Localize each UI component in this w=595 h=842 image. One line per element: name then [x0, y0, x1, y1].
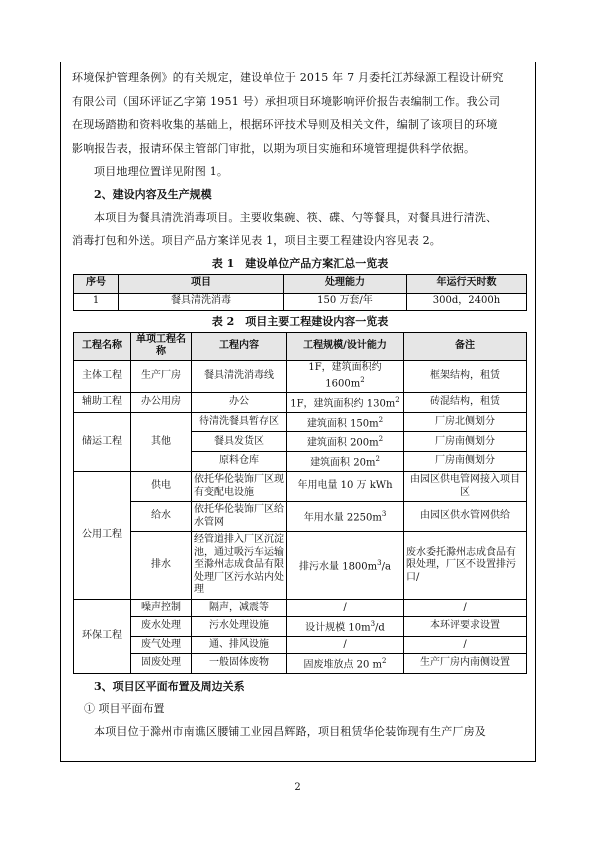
scale-cell: [287, 532, 404, 600]
note-cell: 由园区供水管网供给: [404, 502, 527, 532]
table-row: [74, 293, 527, 310]
section3-line-1: 本项目位于滁州市南谯区腰铺工业园昌辉路，项目租赁华伦装饰现有生产厂房及: [94, 724, 486, 738]
note-cell: 废水委托滁州志成食品有限处理，厂区不设置排污口/: [404, 532, 527, 600]
scale-cell: [287, 452, 404, 472]
scale-text: /: [343, 638, 347, 650]
scale-sup: 3: [370, 620, 376, 629]
table1: [73, 274, 527, 311]
scale-text: 建筑面积 200m: [306, 437, 379, 449]
table1-header-row: [74, 274, 527, 293]
scale-text: 固废堆放点 20 m: [303, 659, 383, 671]
note-cell: 由园区供电管网接入项目区: [404, 472, 527, 502]
scale-sup: 2: [378, 415, 384, 424]
scale-text: 1F，建筑面积约 130m: [290, 398, 396, 410]
unit-cell: 生产厂房: [131, 360, 192, 392]
category-cell: 储运工程: [74, 412, 131, 471]
table-row: [74, 412, 527, 432]
table2-header-cell: 工程名称: [74, 332, 131, 360]
content-cell: 餐具清洗消毒线: [192, 360, 287, 392]
table2-header-row: [74, 332, 527, 360]
table-row: [74, 617, 527, 637]
content-cell: 办公: [192, 392, 287, 412]
note-cell: 厂房南侧划分: [404, 452, 527, 472]
table-row: [74, 360, 527, 392]
unit-cell: 排水: [131, 532, 192, 600]
unit-cell: 给水: [131, 502, 192, 532]
table-row: [74, 653, 527, 673]
note-cell: 砖混结构，租赁: [404, 392, 527, 412]
section3-title: 3、项目区平面布置及周边关系: [94, 679, 245, 693]
note-cell: /: [404, 636, 527, 653]
scale-text: 设计规模 10m: [305, 622, 371, 634]
scale-cell: [287, 432, 404, 452]
scale-text: 建筑面积 20m: [310, 457, 376, 469]
note-cell: 本环评要求设置: [404, 617, 527, 637]
scale-sup: 3: [377, 559, 382, 568]
content-cell: 原料仓库: [192, 452, 287, 472]
content-cell: 依托华伦装饰厂区现有变配电设施: [192, 472, 287, 502]
scale-text: /: [343, 601, 347, 613]
scale-sup: 2: [395, 395, 400, 404]
section3-subtitle: ① 项目平面布置: [84, 701, 165, 715]
table-row: [74, 392, 527, 412]
intro-line-4: 影响报告表，报请环保主管部门审批，以期为项目实施和环境管理提供科学依据。: [72, 141, 476, 155]
table2-header-cell: 工程内容: [192, 332, 287, 360]
content-cell: 污水处理设施: [192, 617, 287, 637]
scale-unit: /d: [375, 622, 385, 634]
table1-cell: 1: [74, 293, 119, 310]
scale-cell: [287, 392, 404, 412]
table-row: [74, 600, 527, 617]
unit-cell: 固废处理: [131, 653, 192, 673]
note-cell: 厂房南侧划分: [404, 432, 527, 452]
note-cell: 框架结构，租赁: [404, 360, 527, 392]
scale-cell: [287, 360, 404, 392]
note-cell: 生产厂房内南侧设置: [404, 653, 527, 673]
scale-cell: [287, 617, 404, 637]
scale-cell: 年用电量 10 万 kWh: [287, 472, 404, 502]
unit-cell: 噪声控制: [131, 600, 192, 617]
table2-header-cell: 备注: [404, 332, 527, 360]
scale-cell: [287, 412, 404, 432]
section2-line-1: 本项目为餐具清洗消毒项目。主要收集碗、筷、碟、勺等餐具，对餐具进行清洗、: [94, 210, 498, 224]
scale-cell: [287, 600, 404, 617]
content-cell: 一般固体废物: [192, 653, 287, 673]
unit-cell: 废水处理: [131, 617, 192, 637]
table1-header-cell: 项目: [119, 274, 284, 293]
page-number: 2: [294, 782, 301, 793]
scale-cell: [287, 502, 404, 532]
unit-cell: 其他: [131, 412, 192, 471]
unit-cell: 供电: [131, 472, 192, 502]
category-cell: 公用工程: [74, 472, 131, 600]
scale-sup: 2: [360, 376, 365, 384]
table-row: [74, 636, 527, 653]
content-cell: 餐具发货区: [192, 432, 287, 452]
table1-header-cell: 处理能力: [284, 274, 407, 293]
scale-cell: [287, 653, 404, 673]
content-cell: 通、排风设施: [192, 636, 287, 653]
intro-line-3: 在现场踏勘和资料收集的基础上，根据环评技术导则及相关文件，编制了该项目的环境: [72, 118, 498, 131]
content-cell: 依托华伦装饰厂区给水管网: [192, 502, 287, 532]
table-row: [74, 532, 527, 600]
unit-cell: 办公用房: [131, 392, 192, 412]
note-cell: 厂房北侧划分: [404, 412, 527, 432]
scale-text: 年用水量 2250m: [303, 512, 382, 524]
table1-cell: 300d，2400h: [407, 293, 527, 310]
table2-caption: 表 2 项目主要工程建设内容一览表: [211, 314, 389, 328]
category-cell: 辅助工程: [74, 392, 131, 412]
table1-header-cell: 年运行天时数: [407, 274, 527, 293]
scale-sup: 2: [382, 656, 387, 665]
category-cell: 主体工程: [74, 360, 131, 392]
section2-line-2: 消毒打包和外送。项目产品方案详见表 1，项目主要工程建设内容见表 2。: [72, 234, 441, 247]
table2-header-cell: 工程规模/设计能力: [287, 332, 404, 360]
scale-sup: 2: [375, 455, 380, 464]
table1-cell: 餐具清洗消毒: [119, 293, 284, 310]
table2: [73, 332, 527, 674]
intro-line-1: 环境保护管理条例》的有关规定，建设单位于 2015 年 7 月委托江苏绿源工程设计研究: [72, 71, 504, 84]
note-cell: /: [404, 600, 527, 617]
scale-sup: 2: [378, 435, 384, 444]
content-cell: 待清洗餐具暂存区: [192, 412, 287, 432]
scale-text: 排污水量 1800m: [299, 561, 378, 573]
table-row: [74, 502, 527, 532]
scale-unit: /a: [381, 561, 391, 573]
intro-line-2: 有限公司（国环评证乙字第 1951 号）承担项目环境影响评价报告表编制工作。我公司: [72, 94, 501, 108]
scale-text: 1F，建筑面积约 1600m: [308, 361, 382, 390]
scale-cell: [287, 636, 404, 653]
unit-cell: 废气处理: [131, 636, 192, 653]
section2-title: 2、建设内容及生产规模: [94, 187, 212, 201]
table1-header-cell: 序号: [74, 274, 119, 293]
location-note: 项目地理位置详见附图 1。: [94, 165, 229, 178]
content-cell: 经管道排入厂区沉淀池，通过吸污车运输至滁州志成食品有限处理厂区污水站内处理: [192, 532, 287, 600]
table1-cell: 150 万套/年: [284, 293, 407, 310]
scale-sup: 3: [381, 510, 387, 519]
category-cell: 环保工程: [74, 600, 131, 674]
table-row: [74, 472, 527, 502]
table1-caption: 表 1 建设单位产品方案汇总一览表: [211, 256, 389, 270]
page-content: [72, 66, 528, 743]
content-cell: 隔声，减震等: [192, 600, 287, 617]
table2-header-cell: 单项工程名称: [131, 332, 192, 360]
scale-text: 建筑面积 150m: [306, 417, 379, 429]
